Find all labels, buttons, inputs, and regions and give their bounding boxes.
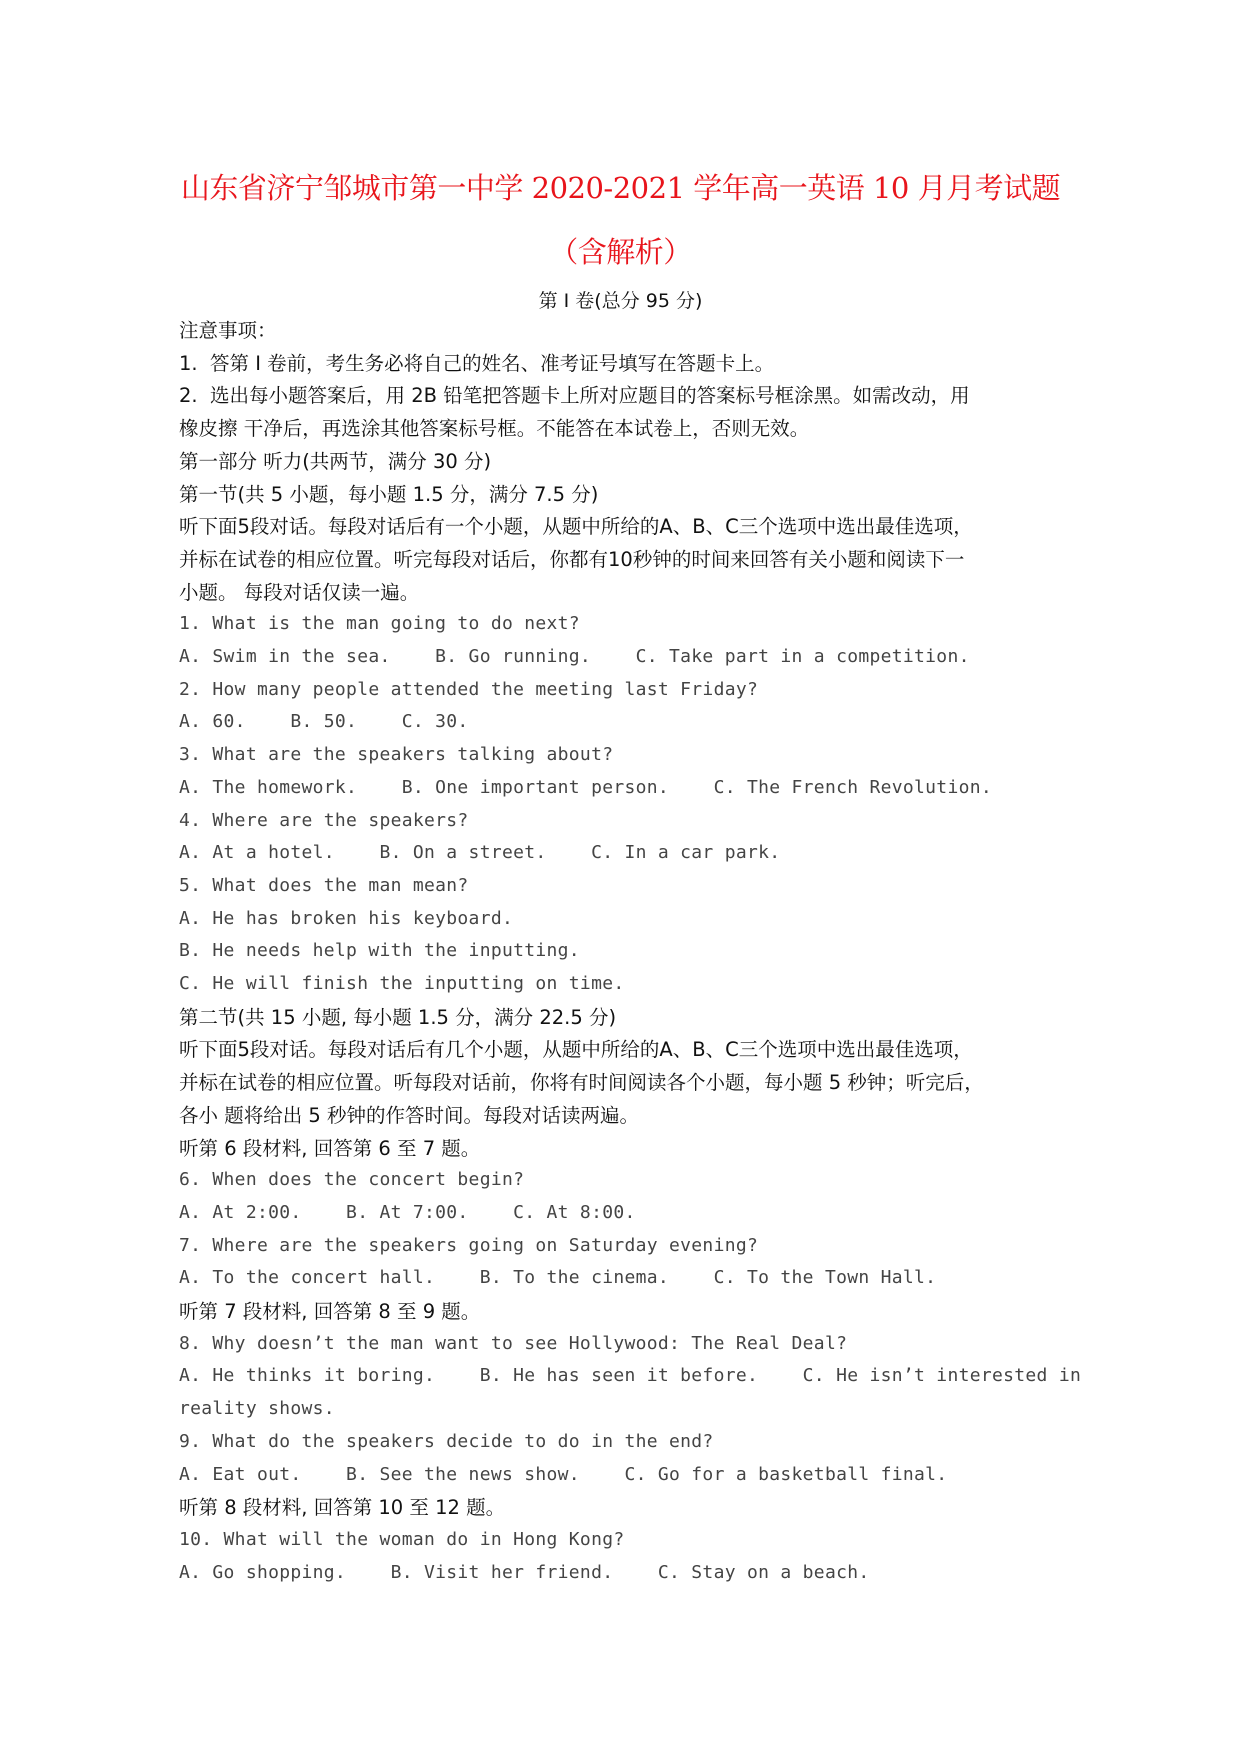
section-heading: 第 I 卷(总分 95 分) bbox=[538, 290, 703, 312]
instruction-line: 注意事项： bbox=[179, 319, 277, 342]
question-line: 4. Where are the speakers? bbox=[179, 809, 469, 831]
instruction-line: 并标在试卷的相应位置。听完每段对话后，你都有10秒钟的时间来回答有关小题和阅读下一 bbox=[179, 547, 965, 571]
instruction-line: 第二节(共 15 小题, 每小题 1.5 分，满分 22.5 分) bbox=[179, 1005, 617, 1029]
question-line: C. He will finish the inputting on time. bbox=[179, 973, 625, 994]
question-line: A. Swim in the sea. B. Go running. C. Take part in a competition. bbox=[179, 646, 970, 667]
document-subtitle: （含解析） bbox=[549, 235, 692, 269]
question-line: A. To the concert hall. B. To the cinema. C. To the Town Hall. bbox=[179, 1267, 937, 1289]
question-line: reality shows. bbox=[179, 1398, 335, 1420]
question-line: A. The homework. B. One important person. C. The French Revolution. bbox=[179, 776, 992, 798]
question-line: 9. What do the speakers decide to do in the end? bbox=[179, 1430, 714, 1452]
question-line: 5. What does the man mean? bbox=[179, 874, 469, 896]
question-line: 1. What is the man going to do next? bbox=[179, 613, 580, 635]
question-line: 2. How many people attended the meeting last Friday? bbox=[179, 678, 759, 700]
instruction-line: 橡皮擦 干净后，再选涂其他答案标号框。不能答在本试卷上，否则无效。 bbox=[179, 417, 810, 441]
question-line: A. At a hotel. B. On a street. C. In a car park. bbox=[179, 842, 781, 864]
instruction-line: 听下面5段对话。每段对话后有一个小题，从题中所给的A、B、C三个选项中选出最佳选项， bbox=[179, 515, 973, 539]
instruction-line: 2. 选出每小题答案后，用 2B 铅笔把答题卡上所对应题目的答案标号框涂黑。如需改动，用 bbox=[179, 384, 970, 408]
instruction-line: 听第 6 段材料, 回答第 6 至 7 题。 bbox=[179, 1136, 481, 1160]
question-line: A. At 2:00. B. At 7:00. C. At 8:00. bbox=[179, 1201, 636, 1223]
question-line: A. Go shopping. B. Visit her friend. C. Stay on a beach. bbox=[179, 1561, 870, 1583]
question-line: A. He has broken his keyboard. bbox=[179, 907, 514, 929]
instruction-line: 听第 8 段材料, 回答第 10 至 12 题。 bbox=[179, 1496, 506, 1520]
instruction-line: 小题。 每段对话仅读一遍。 bbox=[179, 580, 420, 604]
instruction-line: 1. 答第 I 卷前，考生务必将自己的姓名、准考证号填写在答题卡上。 bbox=[179, 351, 775, 375]
instruction-line: 第一节(共 5 小题，每小题 1.5 分，满分 7.5 分) bbox=[179, 482, 599, 506]
question-line: A. Eat out. B. See the news show. C. Go for a basketball final. bbox=[179, 1463, 948, 1485]
document-title: 山东省济宁邹城市第一中学 2020-2021 学年高一英语 10 月月考试题 bbox=[180, 171, 1061, 205]
instruction-line: 听下面5段对话。每段对话后有几个小题，从题中所给的A、B、C三个选项中选出最佳选项， bbox=[179, 1038, 973, 1062]
question-line: B. He needs help with the inputting. bbox=[179, 940, 580, 962]
instruction-line: 并标在试卷的相应位置。听每段对话前，你将有时间阅读各个小题，每小题 5 秒钟；听完后， bbox=[179, 1071, 984, 1095]
instruction-line: 第一部分 听力(共两节，满分 30 分) bbox=[179, 449, 492, 473]
question-line: 3. What are the speakers talking about? bbox=[179, 744, 614, 766]
question-line: 8. Why doesn’t the man want to see Hollywood: The Real Deal? bbox=[179, 1332, 848, 1354]
question-line: A. 60. B. 50. C. 30. bbox=[179, 711, 469, 733]
question-line: A. He thinks it boring. B. He has seen it before. C. He isn’t interested in bbox=[179, 1365, 1082, 1387]
question-line: 6. When does the concert begin? bbox=[179, 1169, 525, 1191]
question-line: 10. What will the woman do in Hong Kong? bbox=[179, 1528, 625, 1550]
instruction-line: 各小 题将给出 5 秒钟的作答时间。每段对话读两遍。 bbox=[179, 1103, 640, 1127]
question-line: 7. Where are the speakers going on Saturday evening? bbox=[179, 1234, 759, 1256]
instruction-line: 听第 7 段材料, 回答第 8 至 9 题。 bbox=[179, 1300, 481, 1323]
